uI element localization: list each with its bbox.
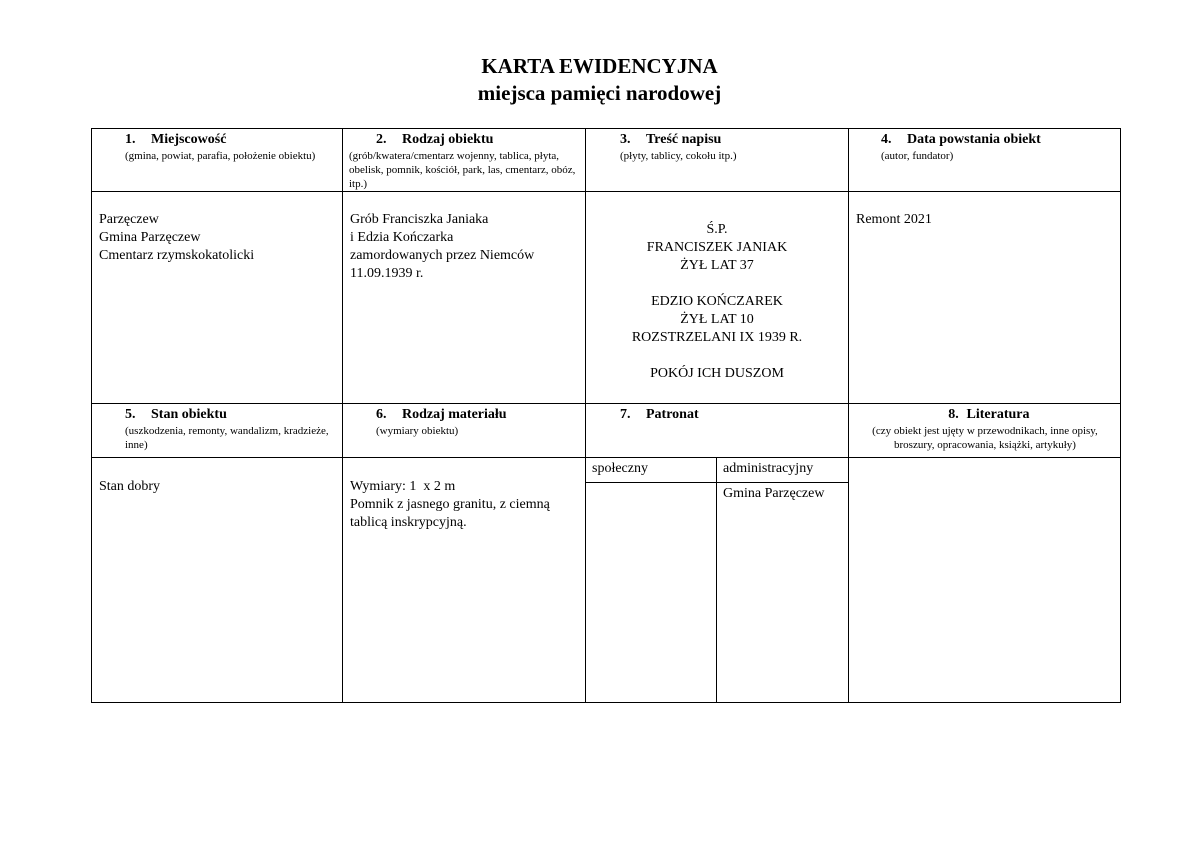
header-rodzaj-materialu	[376, 406, 581, 438]
header-tresc-napisu	[620, 131, 840, 163]
inscription-line: FRANCISZEK JANIAK	[646, 240, 788, 255]
patronat-column-divider	[716, 457, 717, 703]
table-divider	[342, 128, 343, 703]
text-line: i Edzia Kończarka	[350, 230, 454, 245]
column-label: społeczny	[592, 461, 648, 476]
section-number: 1.	[125, 132, 136, 147]
section-title: Patronat	[646, 407, 699, 422]
table-divider	[585, 128, 586, 703]
table-border-left	[91, 128, 92, 703]
inscription-line: POKÓJ ICH DUSZOM	[650, 366, 784, 381]
section-number: 3.	[620, 132, 631, 147]
section-title: Treść napisu	[646, 132, 722, 147]
table-divider	[848, 128, 849, 703]
section-number: 7.	[620, 407, 631, 422]
section-hint: (gmina, powiat, parafia, położenie obiektu)	[125, 150, 316, 162]
content-rodzaj-materialu	[350, 478, 582, 532]
section-hint: (uszkodzenia, remonty, wandalizm, kradzieże, inne)	[125, 425, 329, 451]
text-line: Wymiary: 1 x 2 m	[350, 479, 456, 494]
column-label: administracyjny	[723, 461, 814, 476]
header-patronat	[620, 406, 840, 423]
table-divider	[91, 191, 1121, 192]
header-literatura	[853, 406, 1117, 452]
text-line: Grób Franciszka Janiaka	[350, 212, 489, 227]
section-number: 2.	[376, 132, 387, 147]
table-border-bottom	[91, 702, 1121, 703]
section-hint: (płyty, tablicy, cokołu itp.)	[620, 150, 737, 162]
section-number: 6.	[376, 407, 387, 422]
section-number: 8.	[948, 407, 959, 422]
inscription-line: EDZIO KOŃCZAREK	[651, 294, 783, 309]
header-rodzaj-obiektu	[349, 131, 579, 191]
text-line: Stan dobry	[99, 479, 161, 494]
page-subtitle: miejsca pamięci narodowej	[477, 81, 722, 105]
inscription-line: ROZSTRZELANI IX 1939 R.	[631, 330, 803, 345]
inscription-line: ŻYŁ LAT 10	[680, 312, 754, 327]
section-number: 4.	[881, 132, 892, 147]
record-table	[91, 128, 1120, 703]
section-title: Miejscowość	[151, 132, 227, 147]
section-title: Literatura	[966, 407, 1030, 422]
section-title: Rodzaj obiektu	[402, 132, 494, 147]
header-data-powstania	[881, 131, 1116, 163]
section-title: Rodzaj materiału	[402, 407, 507, 422]
text-line: Cmentarz rzymskokatolicki	[99, 248, 255, 263]
inscription-line: ŻYŁ LAT 37	[680, 258, 754, 273]
text-line: Remont 2021	[856, 212, 932, 227]
section-hint: (czy obiekt jest ujęty w przewodnikach, inne opisy, broszury, opracowania, książki, artykuły)	[872, 425, 1098, 451]
text-line: 11.09.1939 r.	[350, 266, 424, 281]
table-divider	[91, 457, 1121, 458]
patronat-admin-label	[723, 460, 845, 478]
patronat-social-label	[592, 460, 712, 478]
section-hint: (grób/kwatera/cmentarz wojenny, tablica, płyta, obelisk, pomnik, kościół, park, las, cmentarz, obóz, itp.)	[349, 150, 576, 190]
content-data-powstania	[856, 211, 1111, 229]
content-stan-obiektu	[99, 478, 339, 496]
table-border-right	[1120, 128, 1121, 703]
text-line: Gmina Parzęczew	[99, 230, 201, 245]
section-hint: (wymiary obiektu)	[376, 425, 459, 437]
text-line: zamordowanych przez Niemców	[350, 248, 535, 263]
text-line: Gmina Parzęczew	[723, 486, 825, 501]
table-border-top	[91, 128, 1121, 129]
section-hint: (autor, fundator)	[881, 150, 954, 162]
header-miejscowosc	[125, 131, 335, 163]
content-rodzaj-obiektu	[350, 211, 580, 283]
section-title: Stan obiektu	[151, 407, 227, 422]
patronat-admin-value	[723, 485, 845, 503]
inscription-line: Ś.P.	[706, 222, 728, 237]
text-line: Parzęczew	[99, 212, 159, 227]
text-line: Pomnik z jasnego granitu, z ciemną	[350, 497, 550, 512]
text-line: tablicą inskrypcyjną.	[350, 515, 467, 530]
section-number: 5.	[125, 407, 136, 422]
header-stan-obiektu	[125, 406, 335, 452]
content-tresc-napisu	[586, 221, 848, 383]
table-divider	[91, 403, 1121, 404]
page-title: KARTA EWIDENCYJNA	[481, 54, 718, 78]
content-miejscowosc	[99, 211, 339, 265]
section-title: Data powstania obiekt	[907, 132, 1041, 147]
